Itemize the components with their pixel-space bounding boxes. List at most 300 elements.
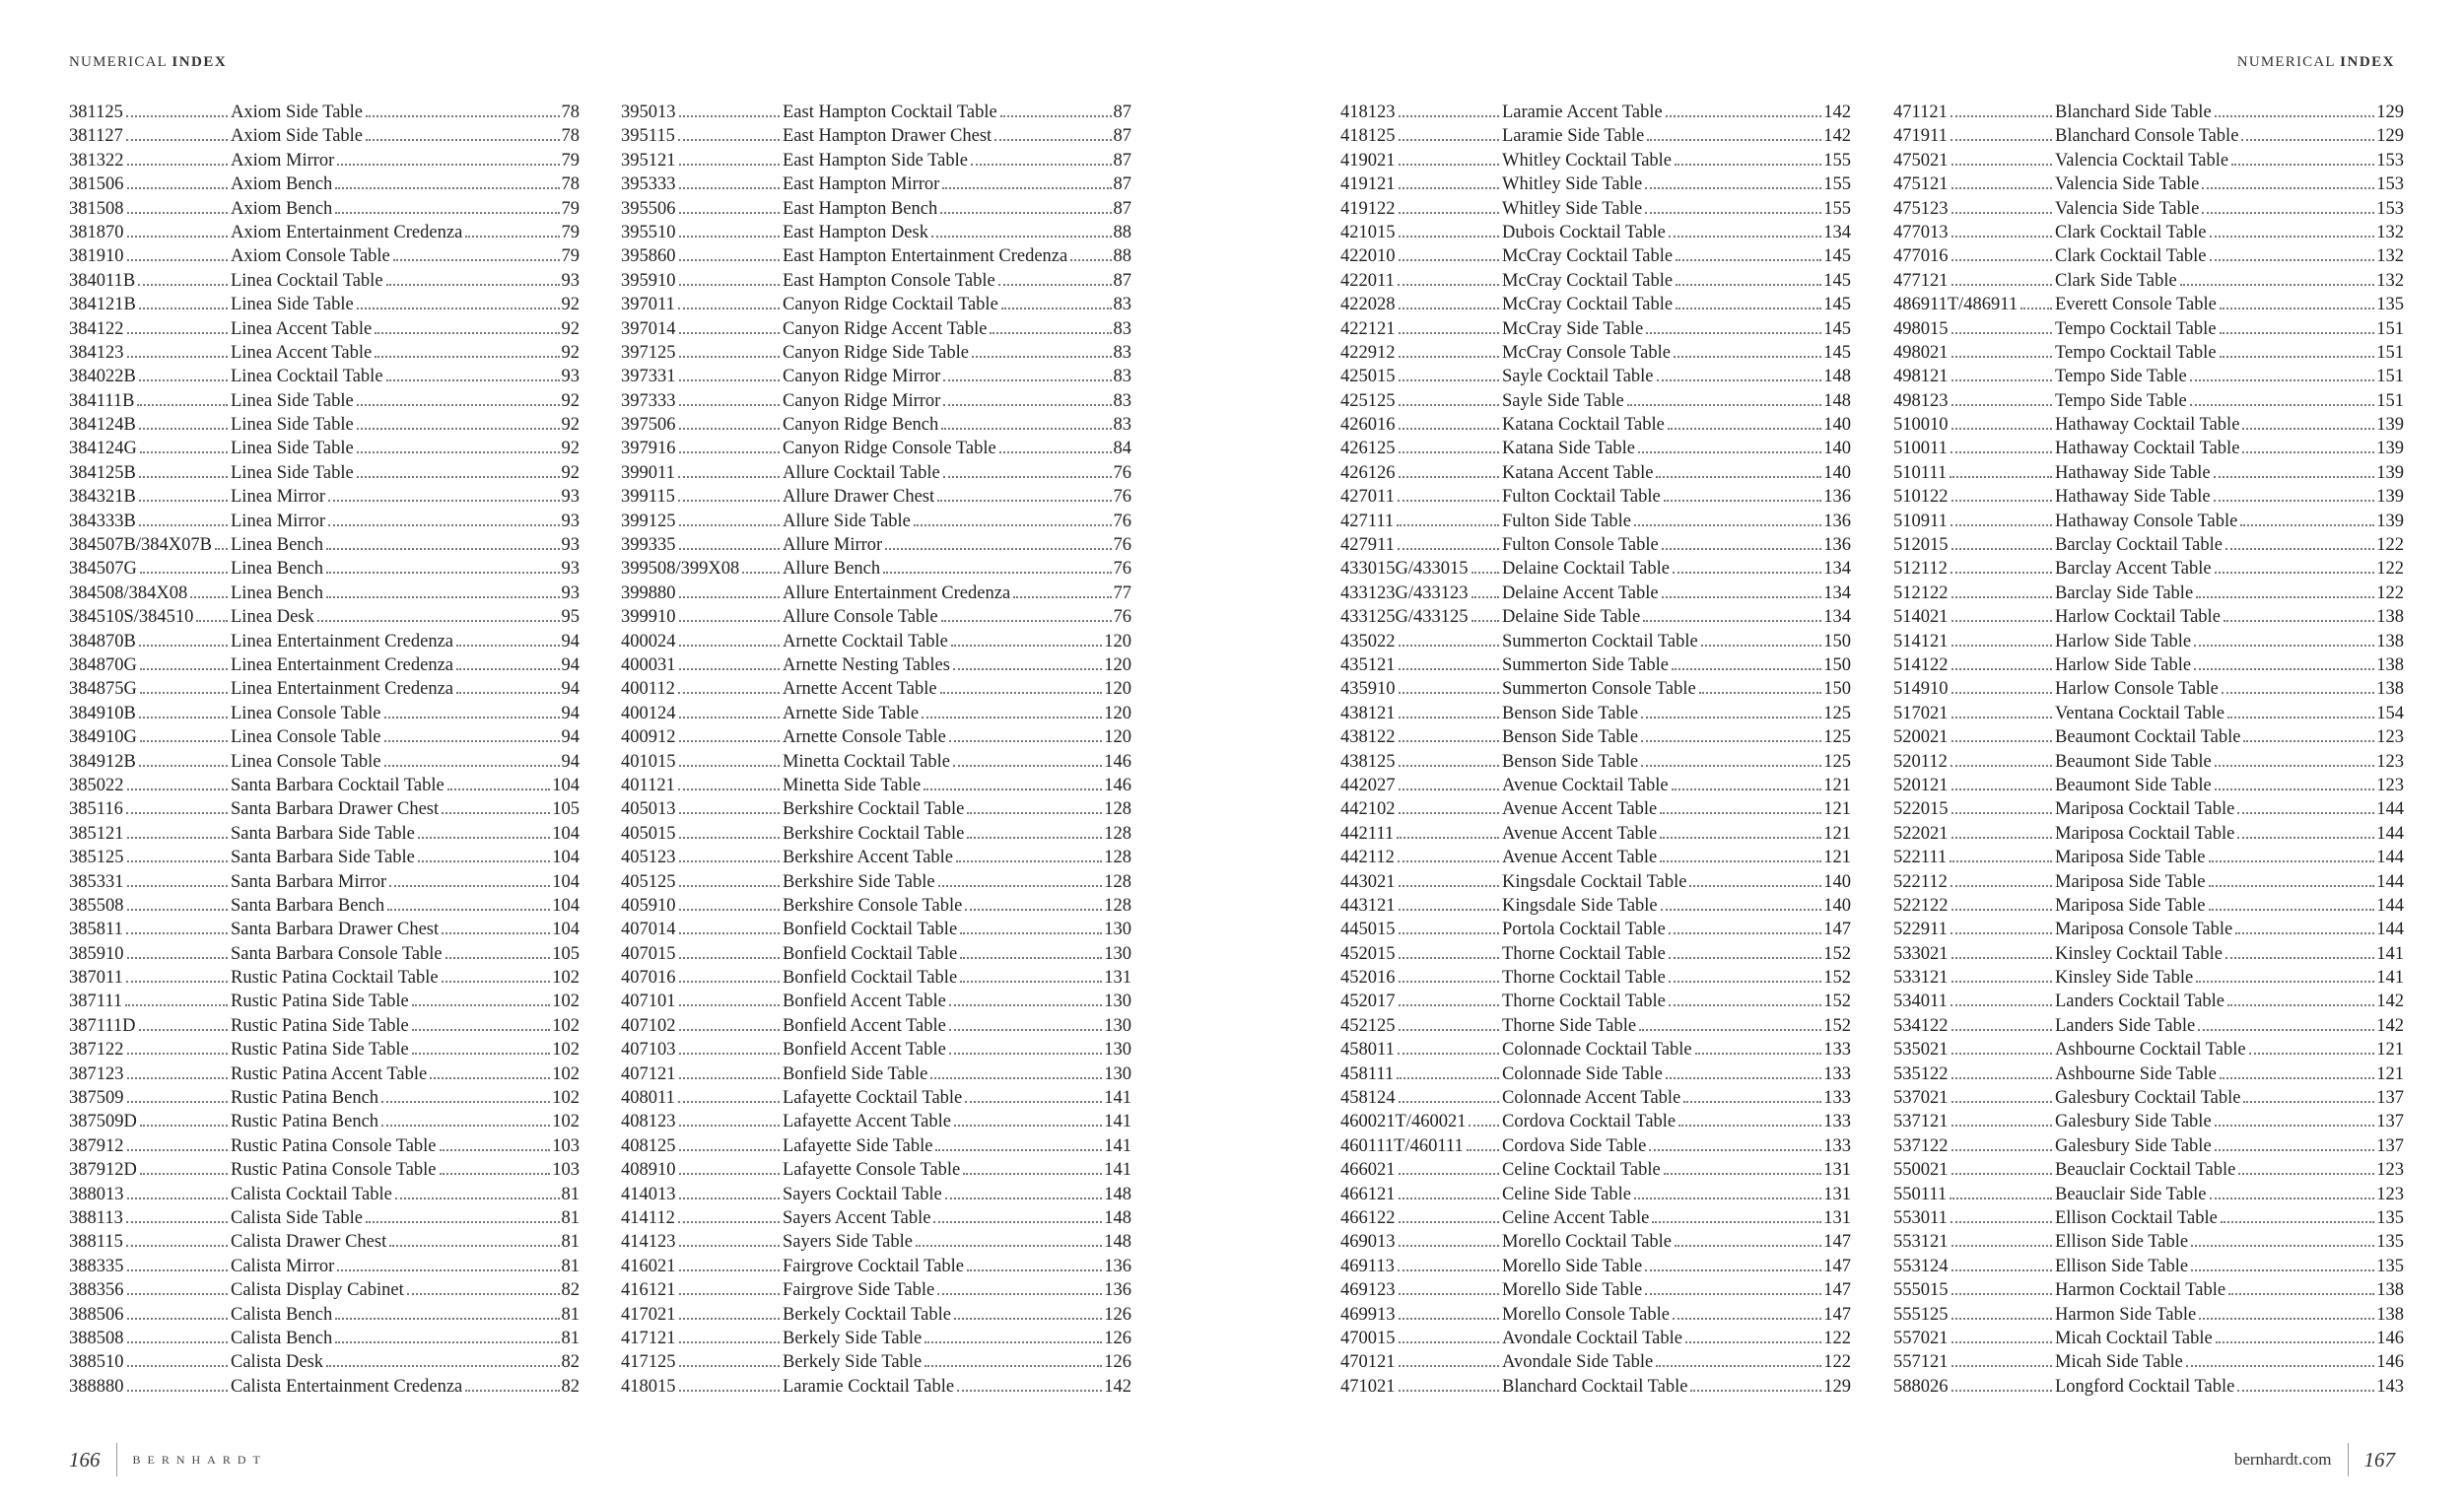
- dot-leader: [1669, 1004, 1821, 1006]
- dot-leader: [2225, 548, 2374, 550]
- index-entry: [1893, 677, 2404, 701]
- item-name: Morello Side Table: [1502, 1280, 1643, 1301]
- item-number: 400024: [621, 631, 676, 651]
- item-name: Summerton Cocktail Table: [1502, 631, 1698, 651]
- dot-leader: [440, 1173, 551, 1175]
- index-entry: [1340, 822, 1851, 846]
- dot-leader: [326, 572, 560, 574]
- dot-leader: [922, 717, 1102, 719]
- dot-leader: [139, 308, 228, 309]
- item-number-cell: [621, 1327, 783, 1350]
- item-number-cell: [1893, 1014, 2055, 1038]
- dot-leader: [924, 1341, 1102, 1343]
- item-name: Calista Side Table: [231, 1207, 364, 1228]
- item-number: 550111: [1893, 1184, 1948, 1204]
- index-entry: [1893, 293, 2404, 316]
- dot-leader: [965, 909, 1102, 911]
- item-number-cell: [1893, 966, 2055, 990]
- item-name: Cordova Side Table: [1502, 1135, 1647, 1156]
- item-number-cell: [1340, 221, 1502, 244]
- page-reference: 142: [2376, 1015, 2404, 1036]
- item-name: Berkshire Cocktail Table: [783, 799, 965, 820]
- item-number-cell: [1340, 894, 1502, 918]
- footer-left: [69, 1443, 267, 1476]
- dot-leader: [1951, 1245, 2053, 1247]
- page-reference: 120: [1104, 727, 1131, 748]
- item-number: 417125: [621, 1352, 676, 1373]
- item-name: Bonfield Cocktail Table: [783, 943, 958, 964]
- item-name: Katana Side Table: [1502, 439, 1636, 459]
- dot-leader: [2222, 692, 2374, 694]
- item-number-cell: [621, 605, 783, 629]
- page-reference: 144: [2376, 823, 2404, 844]
- dot-leader: [1656, 476, 1821, 478]
- page-reference: 148: [1104, 1232, 1131, 1253]
- page-reference: 122: [1823, 1328, 1851, 1348]
- item-number: 442102: [1340, 799, 1396, 820]
- item-number-cell: [1893, 774, 2055, 797]
- item-name: East Hampton Drawer Chest: [783, 126, 992, 147]
- dot-leader: [914, 524, 1112, 526]
- item-number-cell: [1893, 725, 2055, 749]
- item-name: Tempo Side Table: [2055, 390, 2187, 411]
- index-entry: [621, 774, 1131, 797]
- item-name: Micah Side Table: [2055, 1352, 2183, 1373]
- item-name: Longford Cocktail Table: [2055, 1376, 2235, 1397]
- index-entry: [1340, 389, 1851, 413]
- dot-leader: [127, 1293, 229, 1295]
- index-entry: [1340, 582, 1851, 605]
- dot-leader: [456, 668, 559, 670]
- dot-leader: [1399, 645, 1500, 647]
- item-number: 388335: [69, 1256, 124, 1276]
- item-name: East Hampton Bench: [783, 198, 938, 219]
- item-number-cell: [1340, 533, 1502, 557]
- item-number-cell: [1340, 1206, 1502, 1230]
- item-number-cell: [69, 702, 231, 725]
- page-reference: 123: [2376, 1184, 2404, 1204]
- item-number: 400124: [621, 703, 676, 723]
- item-number-cell: [1893, 149, 2055, 172]
- item-name: Benson Side Table: [1502, 751, 1639, 772]
- dot-leader: [1652, 1221, 1821, 1223]
- page-reference: 142: [1823, 103, 1851, 122]
- dot-leader: [328, 524, 559, 526]
- item-number: 512015: [1893, 535, 1949, 556]
- dot-leader: [2249, 1053, 2375, 1055]
- dot-leader: [679, 236, 781, 238]
- item-number: 517021: [1893, 703, 1949, 723]
- item-name: Linea Bench: [231, 582, 323, 603]
- item-number: 397331: [621, 367, 676, 387]
- item-name: Mariposa Side Table: [2055, 871, 2206, 892]
- item-name: Harlow Console Table: [2055, 679, 2219, 700]
- page-reference: 102: [552, 968, 580, 989]
- dot-leader: [2215, 1125, 2375, 1127]
- item-number-cell: [69, 341, 231, 365]
- item-number: 388356: [69, 1280, 124, 1301]
- item-number: 405013: [621, 799, 676, 820]
- page-reference: 103: [552, 1160, 580, 1181]
- item-number: 418123: [1340, 103, 1396, 122]
- dot-leader: [1399, 717, 1500, 719]
- dot-leader: [2020, 308, 2052, 309]
- item-number-cell: [621, 1303, 783, 1327]
- index-entry: [621, 510, 1131, 533]
- dot-leader: [957, 1390, 1102, 1392]
- index-entry: [69, 557, 580, 581]
- dot-leader: [1676, 259, 1821, 261]
- dot-leader: [679, 1269, 781, 1271]
- item-number-cell: [69, 269, 231, 293]
- item-number: 522911: [1893, 920, 1948, 940]
- item-number-cell: [1340, 149, 1502, 172]
- dot-leader: [387, 909, 550, 911]
- dot-leader: [679, 596, 781, 598]
- item-name: Galesbury Side Table: [2055, 1135, 2212, 1156]
- dot-leader: [366, 115, 559, 117]
- dot-leader: [2240, 524, 2374, 526]
- index-entry: [1340, 725, 1851, 749]
- item-number-cell: [69, 1375, 231, 1399]
- index-entry: [1340, 1230, 1851, 1254]
- page-reference: 145: [1823, 295, 1851, 315]
- item-name: Calista Cocktail Table: [231, 1184, 392, 1204]
- item-number-cell: [1893, 822, 2055, 846]
- page-reference: 120: [1104, 703, 1131, 723]
- dot-leader: [337, 164, 559, 166]
- page-reference: 92: [561, 462, 580, 483]
- item-name: Bonfield Accent Table: [783, 1015, 946, 1036]
- dot-leader: [2209, 885, 2375, 887]
- item-number-cell: [1893, 630, 2055, 653]
- item-number-cell: [69, 1183, 231, 1206]
- index-entry: [69, 197, 580, 221]
- dot-leader: [678, 308, 780, 309]
- page-reference: 151: [2376, 318, 2404, 339]
- item-number-cell: [621, 1255, 783, 1278]
- page-reference: 138: [2376, 1280, 2404, 1301]
- page-reference: 104: [552, 895, 580, 916]
- page-reference: 155: [1823, 174, 1851, 195]
- index-entry: [69, 172, 580, 196]
- item-name: Beaumont Side Table: [2055, 775, 2212, 795]
- dot-leader: [1951, 909, 2053, 911]
- index-entry: [621, 653, 1131, 677]
- page-reference: 82: [561, 1280, 580, 1301]
- index-column-4: [1893, 101, 2404, 1399]
- page-reference: 129: [1823, 1376, 1851, 1397]
- dot-leader: [1399, 1029, 1500, 1031]
- page-reference: 151: [2376, 367, 2404, 387]
- item-number-cell: [69, 870, 231, 894]
- page-reference: 146: [2376, 1328, 2404, 1348]
- item-number-cell: [69, 1014, 231, 1038]
- dot-leader: [679, 187, 781, 189]
- index-entry: [621, 1014, 1131, 1038]
- page-reference: 125: [1823, 727, 1851, 748]
- item-number-cell: [1340, 244, 1502, 268]
- dot-leader: [679, 356, 781, 358]
- item-number: 399880: [621, 582, 676, 603]
- item-name: Hathaway Console Table: [2055, 511, 2238, 531]
- item-number: 452015: [1340, 943, 1396, 964]
- dot-leader: [1399, 187, 1500, 189]
- item-number-cell: [1340, 172, 1502, 196]
- dot-leader: [1951, 212, 2053, 214]
- item-number-cell: [1893, 1038, 2055, 1061]
- item-number: 522122: [1893, 895, 1949, 916]
- dot-leader: [2228, 1293, 2374, 1295]
- dot-leader: [679, 404, 781, 406]
- item-number: 418015: [621, 1376, 676, 1397]
- page-reference: 78: [561, 126, 580, 147]
- page-reference: 126: [1104, 1328, 1131, 1348]
- index-entry: [69, 1350, 580, 1374]
- page-reference: 142: [1823, 126, 1851, 147]
- item-number-cell: [1893, 1255, 2055, 1278]
- item-number: 477013: [1893, 222, 1949, 242]
- item-name: Linea Mirror: [231, 487, 326, 508]
- item-number: 399125: [621, 511, 676, 531]
- page-reference: 94: [561, 751, 580, 772]
- page-reference: 123: [2376, 1160, 2404, 1181]
- dot-leader: [679, 1341, 781, 1343]
- index-entry: [1893, 1038, 2404, 1061]
- dot-leader: [1399, 115, 1500, 117]
- dot-leader: [1397, 837, 1499, 839]
- dot-leader: [1398, 500, 1499, 502]
- page-reference: 133: [1823, 1063, 1851, 1084]
- dot-leader: [1472, 620, 1500, 622]
- dot-leader: [1951, 645, 2053, 647]
- index-entry: [69, 942, 580, 966]
- dot-leader: [139, 524, 228, 526]
- dot-leader: [679, 1004, 781, 1006]
- index-entry: [69, 605, 580, 629]
- item-name: Avenue Accent Table: [1502, 848, 1658, 868]
- index-entry: [69, 1183, 580, 1206]
- dot-leader: [375, 356, 559, 358]
- item-number: 553011: [1893, 1207, 1948, 1228]
- item-name: East Hampton Cocktail Table: [783, 103, 997, 122]
- dot-leader: [935, 1149, 1102, 1151]
- index-entry: [1893, 1158, 2404, 1182]
- dot-leader: [2202, 212, 2374, 214]
- index-entry: [1340, 149, 1851, 172]
- dot-leader: [2237, 1390, 2374, 1392]
- item-name: Bonfield Cocktail Table: [783, 920, 958, 940]
- item-name: Linea Side Table: [231, 415, 354, 436]
- dot-leader: [1951, 885, 2052, 887]
- item-name: Harmon Cocktail Table: [2055, 1280, 2226, 1301]
- page-reference: 134: [1823, 607, 1851, 628]
- index-entry: [69, 774, 580, 797]
- dot-leader: [2210, 236, 2375, 238]
- dot-leader: [2216, 1341, 2375, 1343]
- index-entry: [69, 725, 580, 749]
- dot-leader: [328, 500, 559, 502]
- dot-leader: [1399, 1221, 1500, 1223]
- page-reference: 93: [561, 511, 580, 531]
- dot-leader: [679, 957, 781, 959]
- page-reference: 130: [1104, 920, 1131, 940]
- dot-leader: [2209, 909, 2375, 911]
- item-number: 442111: [1340, 823, 1395, 844]
- header-prefix: NUMERICAL: [2236, 54, 2336, 70]
- item-number-cell: [1340, 605, 1502, 629]
- dot-leader: [1666, 1077, 1821, 1079]
- item-number: 557021: [1893, 1328, 1949, 1348]
- item-number-cell: [69, 1086, 231, 1110]
- item-number-cell: [621, 269, 783, 293]
- item-number-cell: [1893, 677, 2055, 701]
- item-number-cell: [621, 244, 783, 268]
- item-number: 397011: [621, 295, 675, 315]
- index-entry: [69, 413, 580, 437]
- index-entry: [1340, 1014, 1851, 1038]
- dot-leader: [941, 428, 1111, 430]
- item-name: Avondale Cocktail Table: [1502, 1328, 1682, 1348]
- item-number: 443021: [1340, 871, 1396, 892]
- page-reference: 152: [1823, 943, 1851, 964]
- dot-leader: [407, 1293, 560, 1295]
- item-number-cell: [1893, 197, 2055, 221]
- dot-leader: [127, 837, 229, 839]
- footer-right: [2234, 1443, 2395, 1476]
- dot-leader: [916, 1245, 1102, 1247]
- dot-leader: [357, 451, 560, 453]
- page-reference: 145: [1823, 270, 1851, 291]
- item-number: 387912: [69, 1135, 124, 1156]
- dot-leader: [1647, 139, 1821, 141]
- item-number: 421015: [1340, 222, 1396, 242]
- item-number: 416021: [621, 1256, 676, 1276]
- index-entry: [69, 582, 580, 605]
- item-name: Hathaway Side Table: [2055, 462, 2211, 483]
- item-number-cell: [1340, 389, 1502, 413]
- item-name: East Hampton Mirror: [783, 174, 940, 195]
- page-reference: 145: [1823, 342, 1851, 363]
- index-entry: [621, 413, 1131, 437]
- index-entry: [1340, 990, 1851, 1013]
- dot-leader: [1951, 1004, 2052, 1006]
- item-number-cell: [69, 1327, 231, 1350]
- index-entry: [621, 533, 1131, 557]
- item-name: McCray Side Table: [1502, 318, 1644, 339]
- index-entry: [1893, 1350, 2404, 1374]
- item-name: Mariposa Cocktail Table: [2055, 799, 2235, 820]
- item-number: 553124: [1893, 1256, 1949, 1276]
- page-reference: 123: [2376, 775, 2404, 795]
- item-number-cell: [69, 677, 231, 701]
- dot-leader: [1399, 259, 1500, 261]
- index-entry: [621, 1086, 1131, 1110]
- dot-leader: [2215, 1149, 2375, 1151]
- page-reference: 147: [1823, 1256, 1851, 1276]
- item-number: 534122: [1893, 1015, 1949, 1036]
- dot-leader: [1641, 765, 1821, 767]
- index-entry: [1893, 365, 2404, 388]
- index-entry: [621, 1327, 1131, 1350]
- dot-leader: [1951, 115, 2052, 117]
- index-entry: [1893, 172, 2404, 196]
- item-name: Laramie Cocktail Table: [783, 1376, 955, 1397]
- item-number-cell: [1340, 1014, 1502, 1038]
- item-number: 522111: [1893, 848, 1948, 868]
- dot-leader: [1951, 524, 2052, 526]
- dot-leader: [1399, 1390, 1500, 1392]
- item-number: 387122: [69, 1040, 124, 1061]
- item-name: Linea Console Table: [231, 703, 381, 723]
- dot-leader: [1399, 981, 1500, 983]
- website-link[interactable]: bernhardt.com: [2233, 1450, 2332, 1469]
- item-number: 438121: [1340, 703, 1396, 723]
- dot-leader: [440, 1149, 551, 1151]
- item-name: Allure Cocktail Table: [783, 462, 940, 483]
- item-number: 426125: [1340, 439, 1396, 459]
- dot-leader: [386, 379, 560, 381]
- dot-leader: [1001, 308, 1112, 309]
- dot-leader: [679, 1077, 781, 1079]
- dot-leader: [1951, 404, 2053, 406]
- page-reference: 140: [1823, 462, 1851, 483]
- dot-leader: [967, 1269, 1102, 1271]
- dot-leader: [1951, 139, 2052, 141]
- page-reference: 140: [1823, 871, 1851, 892]
- item-name: Avenue Cocktail Table: [1502, 775, 1669, 795]
- item-number: 388506: [69, 1304, 124, 1325]
- dot-leader: [2214, 500, 2375, 502]
- dot-leader: [381, 1125, 550, 1127]
- item-name: Whitley Side Table: [1502, 174, 1643, 195]
- item-name: Allure Drawer Chest: [783, 487, 935, 508]
- dot-leader: [127, 212, 229, 214]
- item-number: 475021: [1893, 150, 1949, 171]
- item-number: 435910: [1340, 679, 1396, 700]
- item-name: McCray Cocktail Table: [1502, 270, 1674, 291]
- item-number: 397916: [621, 439, 676, 459]
- item-number-cell: [1893, 124, 2055, 148]
- dot-leader: [127, 356, 229, 358]
- dot-leader: [1472, 596, 1500, 598]
- item-number: 442112: [1340, 848, 1395, 868]
- item-number: 387509: [69, 1088, 124, 1109]
- dot-leader: [139, 765, 228, 767]
- dot-leader: [1399, 428, 1500, 430]
- page-reference: 150: [1823, 631, 1851, 651]
- item-number-cell: [69, 365, 231, 388]
- dot-leader: [931, 236, 1112, 238]
- item-number-cell: [69, 605, 231, 629]
- dot-leader: [1951, 1101, 2053, 1103]
- item-number-cell: [69, 124, 231, 148]
- item-number-cell: [1893, 293, 2055, 316]
- page-reference: 103: [552, 1135, 580, 1156]
- index-entry: [1893, 1255, 2404, 1278]
- page-reference: 138: [2376, 654, 2404, 675]
- item-number-cell: [621, 1375, 783, 1399]
- item-number: 399115: [621, 487, 675, 508]
- item-name: Bonfield Side Table: [783, 1063, 928, 1084]
- index-entry: [69, 293, 580, 316]
- index-entry: [69, 1014, 580, 1038]
- dot-leader: [1399, 1341, 1500, 1343]
- page-reference: 77: [1113, 582, 1131, 603]
- page-reference: 141: [1104, 1160, 1131, 1181]
- page-number-right: 167: [2363, 1447, 2395, 1472]
- item-number-cell: [1893, 1327, 2055, 1350]
